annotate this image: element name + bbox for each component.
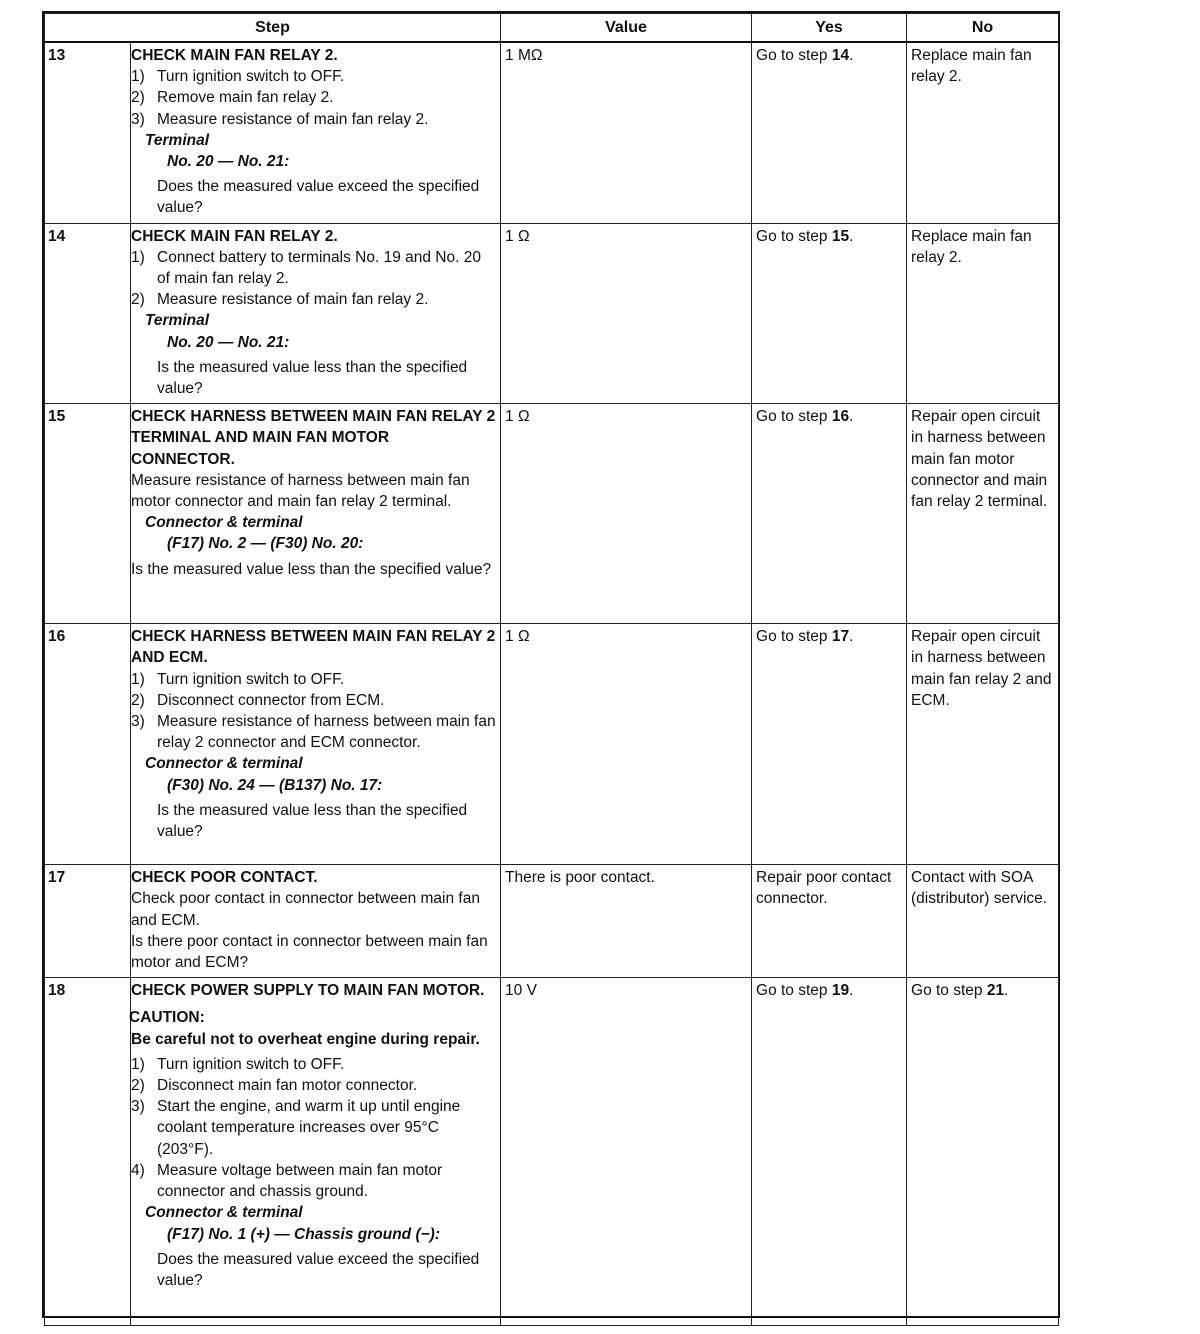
- terminal-label: Connector & terminal: [145, 514, 303, 532]
- procedure-item: 2) Disconnect main fan motor connector.: [131, 1077, 418, 1095]
- step-title: CHECK HARNESS BETWEEN MAIN FAN RELAY 2 AND ECM.: [131, 628, 496, 667]
- procedure-item: 1) Turn ignition switch to OFF.: [131, 68, 345, 86]
- caution-heading: CAUTION:: [129, 1009, 205, 1027]
- step-cell: [131, 42, 501, 223]
- yes-cell: Go to step 17.: [752, 624, 907, 865]
- header-no: No: [907, 14, 1059, 43]
- step-cell: [131, 865, 501, 978]
- terminal-value: (F30) No. 24 — (B137) No. 17:: [167, 776, 383, 794]
- step-title: CHECK MAIN FAN RELAY 2.: [131, 227, 338, 245]
- no-cell: Repair open circuit in harness between main fan motor connector and main fan relay 2 terminal.: [907, 404, 1059, 624]
- terminal-value: No. 20 — No. 21:: [167, 153, 290, 171]
- step-question: Does the measured value exceed the specified value?: [157, 1250, 480, 1289]
- step-cell: [131, 404, 501, 624]
- step-number: 13: [45, 42, 131, 223]
- step-number: 16: [45, 624, 131, 865]
- step-number: 18: [45, 978, 131, 1326]
- header-yes: Yes: [752, 14, 907, 43]
- terminal-label: Connector & terminal: [145, 755, 303, 773]
- terminal-label: Terminal: [145, 131, 210, 149]
- step-question: Is the measured value less than the specified value?: [157, 801, 468, 841]
- step-cell: [131, 978, 501, 1326]
- procedure-item: 1) Turn ignition switch to OFF.: [131, 670, 345, 688]
- caution-text: Be careful not to overheat engine during repair.: [131, 1030, 480, 1048]
- yes-cell: Go to step 19.: [752, 978, 907, 1326]
- no-cell: Go to step 21.: [907, 978, 1059, 1326]
- procedure-item: 1) Connect battery to terminals No. 19 and No. 20 of main fan relay 2.: [131, 248, 481, 288]
- diagnostic-table-sheet: [42, 11, 1060, 1318]
- header-step: Step: [45, 14, 501, 43]
- no-cell: Contact with SOA (distributor) service.: [907, 865, 1059, 978]
- procedure-item: 2) Remove main fan relay 2.: [131, 89, 334, 107]
- table-row: [45, 978, 1059, 1326]
- step-title: CHECK HARNESS BETWEEN MAIN FAN RELAY 2 TERMINAL AND MAIN FAN MOTOR CONNECTOR.: [131, 408, 496, 468]
- step-cell: [131, 223, 501, 404]
- table-row: [45, 404, 1059, 624]
- step-title: CHECK MAIN FAN RELAY 2.: [131, 47, 338, 64]
- procedure-item: 3) Measure resistance of harness between main fan relay 2 connector and ECM connector.: [131, 713, 496, 752]
- table-row: [45, 624, 1059, 865]
- procedure-item: 1) Turn ignition switch to OFF.: [131, 1055, 345, 1073]
- value-cell: 1 Ω: [501, 404, 752, 624]
- terminal-value: No. 20 — No. 21:: [167, 333, 290, 351]
- yes-cell: Go to step 15.: [752, 223, 907, 404]
- table-row: [45, 865, 1059, 978]
- procedure-item: 3) Measure resistance of main fan relay 2.: [131, 110, 429, 128]
- diagnostic-table: [44, 13, 1059, 1326]
- table-header-row: [45, 14, 1059, 43]
- value-cell: 10 V: [501, 978, 752, 1326]
- step-instruction: Check poor contact in connector between main fan and ECM.: [131, 890, 480, 929]
- step-number: 14: [45, 223, 131, 404]
- header-value: Value: [501, 14, 752, 43]
- procedure-item: 2) Disconnect connector from ECM.: [131, 691, 385, 709]
- terminal-value: (F17) No. 1 (+) — Chassis ground (−):: [167, 1225, 440, 1243]
- terminal-label: Connector & terminal: [145, 1204, 303, 1222]
- value-cell: 1 Ω: [501, 624, 752, 865]
- no-cell: Repair open circuit in harness between main fan relay 2 and ECM.: [907, 624, 1059, 865]
- step-question: Does the measured value exceed the specified value?: [157, 178, 480, 217]
- yes-cell: Repair poor contact connector.: [752, 865, 907, 978]
- step-number: 17: [45, 865, 131, 978]
- value-cell: There is poor contact.: [501, 865, 752, 978]
- procedure-item: 3) Start the engine, and warm it up until engine coolant temperature increases over 95°C (203°F).: [131, 1098, 461, 1158]
- value-cell: 1 Ω: [501, 223, 752, 404]
- table-row: [45, 42, 1059, 223]
- step-instruction: Measure resistance of harness between main fan motor connector and main fan relay 2 terminal.: [131, 471, 470, 511]
- table-row: [45, 223, 1059, 404]
- yes-cell: Go to step 16.: [752, 404, 907, 624]
- step-title: CHECK POWER SUPPLY TO MAIN FAN MOTOR.: [131, 982, 485, 1000]
- step-question: Is the measured value less than the specified value?: [157, 358, 468, 398]
- procedure-item: 2) Measure resistance of main fan relay 2.: [131, 291, 429, 309]
- step-question: Is there poor contact in connector between main fan motor and ECM?: [131, 932, 488, 972]
- yes-cell: Go to step 14.: [752, 42, 907, 223]
- step-cell: [131, 624, 501, 865]
- no-cell: Replace main fan relay 2.: [907, 223, 1059, 404]
- terminal-value: (F17) No. 2 — (F30) No. 20:: [167, 535, 364, 553]
- no-cell: Replace main fan relay 2.: [907, 42, 1059, 223]
- procedure-item: 4) Measure voltage between main fan motor connector and chassis ground.: [131, 1161, 443, 1201]
- step-number: 15: [45, 404, 131, 624]
- terminal-label: Terminal: [145, 312, 210, 330]
- step-title: CHECK POOR CONTACT.: [131, 869, 318, 887]
- value-cell: 1 MΩ: [501, 42, 752, 223]
- step-question: Is the measured value less than the specified value?: [131, 560, 492, 578]
